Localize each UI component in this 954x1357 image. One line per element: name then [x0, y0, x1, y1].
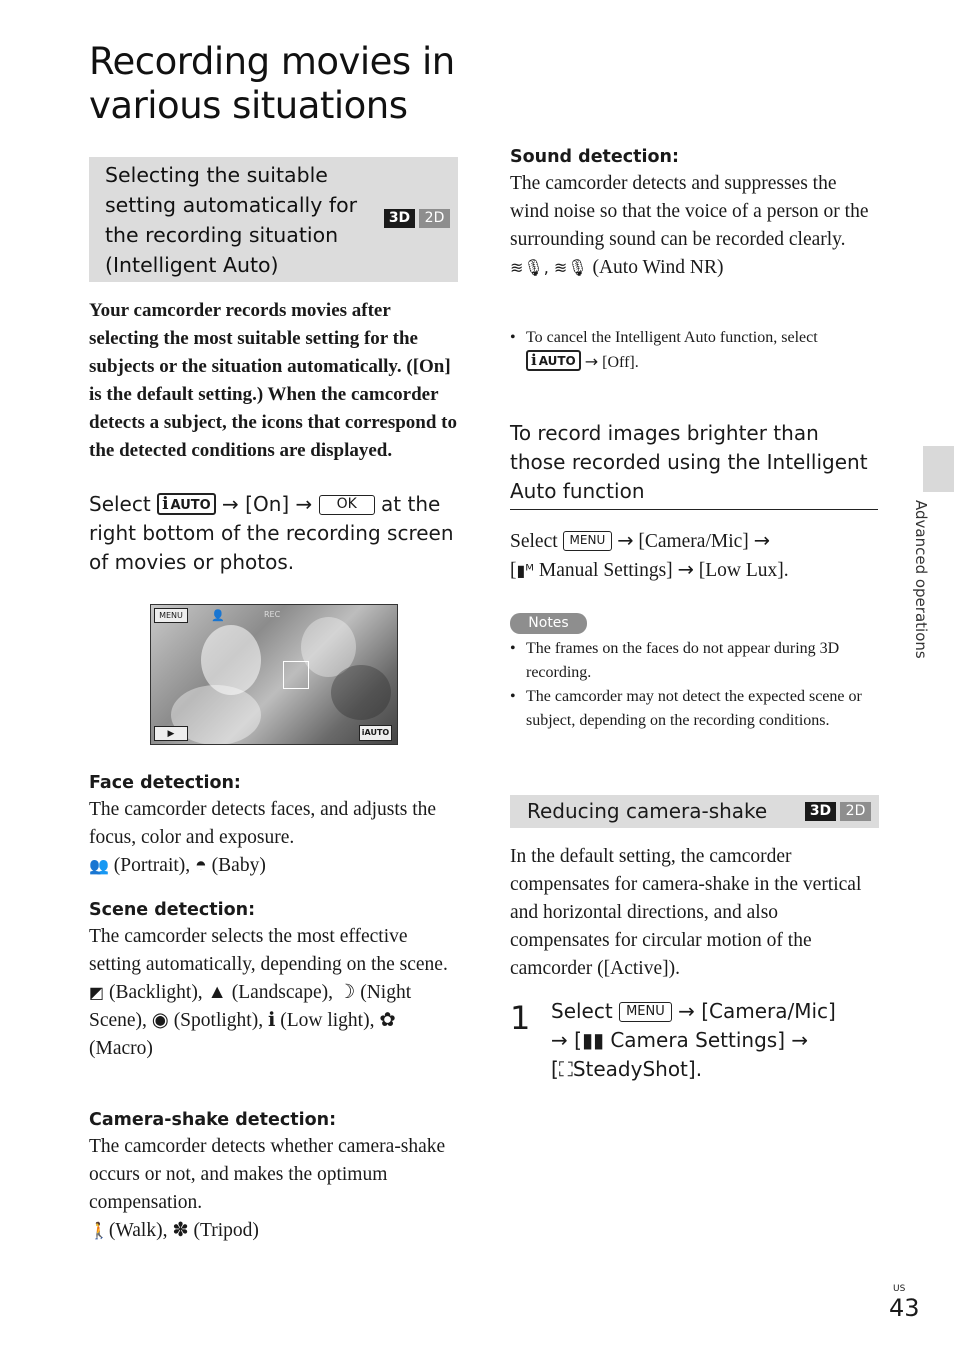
- arrow-icon: →: [617, 529, 634, 552]
- intelligent-auto-icon: i AUTO: [526, 350, 581, 371]
- sound-detection-body: The camcorder detects and suppresses the wind noise so that the voice of a person or the surrounding sound can be recorded clearly.: [510, 173, 869, 250]
- badge-3d: 3D: [805, 802, 836, 821]
- cancel-off-option: [Off].: [602, 354, 639, 371]
- camera-mic-option: [Camera/Mic]: [701, 999, 836, 1023]
- mode-badges: [384, 209, 450, 228]
- steadyshot-instruction: Select MENU → [Camera/Mic] → [▮▮ Camera Settings] → [⛶SteadyShot].: [551, 999, 836, 1081]
- playback-icon: ▶: [154, 726, 188, 741]
- page-region: US: [893, 1284, 906, 1294]
- camera-shake-detection-block: [89, 1107, 461, 1245]
- intelligent-auto-icon: i AUTO: [157, 493, 216, 515]
- camera-shake-description: In the default setting, the camcorder compensates for camera-shake in the vertical and horizontal directions, and also compensates for circular motion of the camcorder ([Active]).: [510, 846, 862, 979]
- rec-indicator: REC: [264, 610, 281, 619]
- arrow-icon: →: [551, 1028, 568, 1052]
- low-lux-option: [Low Lux].: [698, 560, 789, 581]
- steadyshot-icon: ⛶: [558, 1057, 573, 1081]
- page-number: 43: [889, 1294, 920, 1322]
- arrow-icon: →: [677, 558, 694, 581]
- badge-3d: 3D: [384, 209, 415, 228]
- face-detection-icons: 👥 (Portrait), ◓ (Baby): [89, 855, 266, 876]
- face-detection-block: [89, 770, 461, 880]
- intro-paragraph: Your camcorder records movies after selecting the most suitable setting for the subjects or the situation automatically. ([On] is the default setting.) When the camcorder detects a subject, the icons that correspond to the detected conditions are displayed.: [89, 300, 457, 461]
- menu-icon: MENU: [154, 608, 188, 623]
- arrow-icon: →: [584, 352, 599, 371]
- wind-nr-icon: ≋🎙, ≋🎙: [510, 258, 588, 277]
- select-word: Select: [89, 492, 151, 516]
- cancel-text: To cancel the Intelligent Auto function, select: [526, 329, 818, 346]
- select-word: Select: [551, 999, 613, 1023]
- section-heading-intelligent-auto: [89, 157, 458, 282]
- portrait-icon: 👤: [211, 610, 225, 622]
- section-heading-text: Reducing camera-shake: [527, 799, 768, 823]
- ok-button-icon: OK: [319, 495, 375, 515]
- menu-button-icon: MENU: [563, 531, 613, 551]
- steadyshot-option: SteadyShot].: [572, 1057, 703, 1081]
- sound-detection-block: [510, 144, 878, 282]
- scene-detection-block: [89, 897, 461, 1063]
- step-number: 1: [510, 999, 531, 1037]
- low-lux-instruction: Select MENU → [Camera/Mic] → [▮ᴹ Manual Settings] → [Low Lux].: [510, 529, 789, 581]
- section-heading-reducing-camera-shake: [510, 795, 879, 828]
- brighter-images-heading: To record images brighter than those recorded using the Intelligent Auto function: [510, 419, 878, 510]
- scene-detection-heading: Scene detection:: [89, 900, 256, 920]
- camera-settings-icon: ▮▮: [581, 1028, 604, 1052]
- notes-list: [510, 637, 878, 733]
- camera-shake-icons: 🚶(Walk), ✽ (Tripod): [89, 1220, 259, 1241]
- scene-detection-body: The camcorder selects the most effective setting automatically, depending on the scene.: [89, 926, 448, 975]
- scene-detection-icons: ◩ (Backlight), ▲ (Landscape), ☽ (Night Scene), ◉ (Spotlight), ℹ (Low light), ✿ (Macro): [89, 982, 412, 1059]
- face-detection-frame: [283, 661, 309, 689]
- manual-settings-option: Manual Settings]: [538, 560, 673, 581]
- note-item: • The frames on the faces do not appear during 3D recording.: [510, 637, 878, 685]
- sound-detection-heading: Sound detection:: [510, 147, 680, 167]
- menu-button-icon: MENU: [619, 1002, 672, 1022]
- arrow-icon: →: [295, 492, 313, 516]
- page-title: Recording movies in various situations: [89, 40, 455, 127]
- badge-2d: 2D: [840, 802, 871, 821]
- notes-label: Notes: [510, 613, 587, 634]
- cancel-note: [510, 326, 878, 375]
- camera-shake-heading: Camera-shake detection:: [89, 1110, 337, 1130]
- on-option: [On]: [245, 492, 290, 516]
- section-heading-text: Selecting the suitable setting automatically for the recording situation (Intelligent Auto): [105, 163, 358, 277]
- camera-mic-option: [Camera/Mic]: [638, 531, 749, 552]
- arrow-icon: →: [222, 492, 239, 516]
- intelligent-auto-icon: iAUTO: [359, 725, 392, 741]
- walk-icon: 🚶: [89, 1221, 109, 1240]
- select-instruction: [89, 490, 461, 577]
- sound-detection-icons: ≋🎙, ≋🎙 (Auto Wind NR): [510, 257, 724, 278]
- badge-2d: 2D: [419, 209, 450, 228]
- note-item: • The camcorder may not detect the expected scene or subject, depending on the recording conditions.: [510, 685, 878, 733]
- arrow-icon: →: [678, 999, 695, 1023]
- chapter-tab: [923, 446, 954, 492]
- portrait-icon: 👥: [89, 856, 109, 875]
- chapter-label: Advanced operations: [912, 500, 930, 659]
- arrow-icon: →: [791, 1028, 809, 1052]
- face-detection-heading: Face detection:: [89, 773, 241, 793]
- recording-screen-illustration: [150, 604, 398, 745]
- arrow-icon: →: [753, 529, 770, 552]
- camera-settings-option: Camera Settings]: [610, 1028, 785, 1052]
- select-tail: at the right bottom of the recording screen of movies or photos.: [89, 492, 454, 574]
- select-word: Select: [510, 531, 558, 552]
- manual-settings-icon: ▮ᴹ: [516, 561, 534, 580]
- backlight-icon: ◩: [89, 983, 105, 1002]
- camera-shake-body: The camcorder detects whether camera-shake occurs or not, and makes the optimum compensation.: [89, 1136, 446, 1213]
- mode-badges: [805, 802, 871, 821]
- face-detection-body: The camcorder detects faces, and adjusts the focus, color and exposure.: [89, 799, 437, 848]
